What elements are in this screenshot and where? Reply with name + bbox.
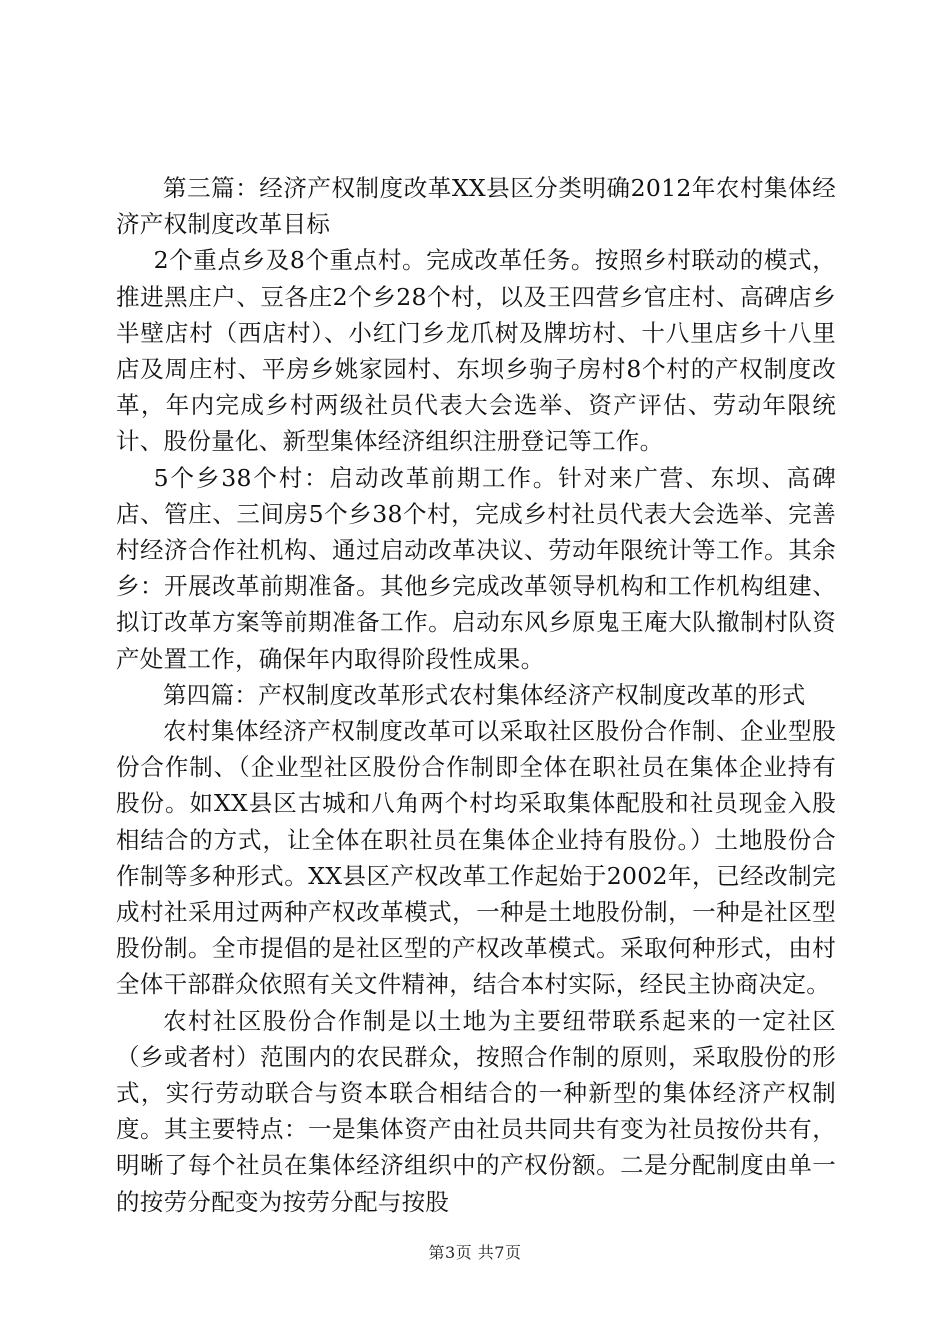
document-body (116, 170, 836, 1220)
page-number-footer: 第3页 共7页 (428, 1243, 522, 1262)
community-shareholding-paragraph: 农村社区股份合作制是以土地为主要纽带联系起来的一定社区（乡或者村）范围内的农民群众，按照合作制的原则，采取股份的形式，实行劳动联合与资本联合相结合的一种新型的集体经济产权制度。其主要特点：一是集体资产由社员共同共有变为社员按份共有，明晰了每个社员在集体经济组织中的产权份额。二是分配制度由单一的按劳分配变为按劳分配与按股 (116, 1006, 836, 1216)
key-villages-paragraph: 2个重点乡及8个重点村。完成改革任务。按照乡村联动的模式，推进黑庄户、豆各庄2个乡28个村，以及王四营乡官庄村、高碑店乡半壁店村（西店村）、小红门乡龙爪树及牌坊村、十八里店乡十八里店及周庄村、平房乡姚家园村、东坝乡驹子房村8个村的产权制度改革，年内完成乡村两级社员代表大会选举、资产评估、劳动年限统计、股份量化、新型集体经济组织注册登记等工作。 (116, 246, 836, 456)
section-3-heading: 第三篇：经济产权制度改革XX县区分类明确2012年农村集体经济产权制度改革目标 (116, 174, 836, 239)
preparation-work-paragraph: 5个乡38个村：启动改革前期工作。针对来广营、东坝、高碑店、管庄、三间房5个乡38个村，完成乡村社员代表大会选举、完善村经济合作社机构、通过启动改革决议、劳动年限统计等工作。其余乡：开展改革前期准备。其他乡完成改革领导机构和工作机构组建、拟订改革方案等前期准备工作。启动东风乡原鬼王庵大队撤制村队资产处置工作，确保年内取得阶段性成果。 (116, 463, 836, 673)
reform-forms-paragraph: 农村集体经济产权制度改革可以采取社区股份合作制、企业型股份合作制、（企业型社区股份合作制即全体在职社员在集体企业持有股份。如XX县区古城和八角两个村均采取集体配股和社员现金入股相结合的方式，让全体在职社员在集体企业持有股份。）土地股份合作制等多种形式。XX县区产权改革工作起始于2002年，已经改制完成村社采用过两种产权改革模式，一种是土地股份制，一种是社区型股份制。全市提倡的是社区型的产权改革模式。采取何种形式，由村全体干部群众依照有关文件精神，结合本村实际，经民主协商决定。 (116, 717, 836, 999)
section-4-heading: 第四篇：产权制度改革形式农村集体经济产权制度改革的形式 (163, 680, 806, 709)
